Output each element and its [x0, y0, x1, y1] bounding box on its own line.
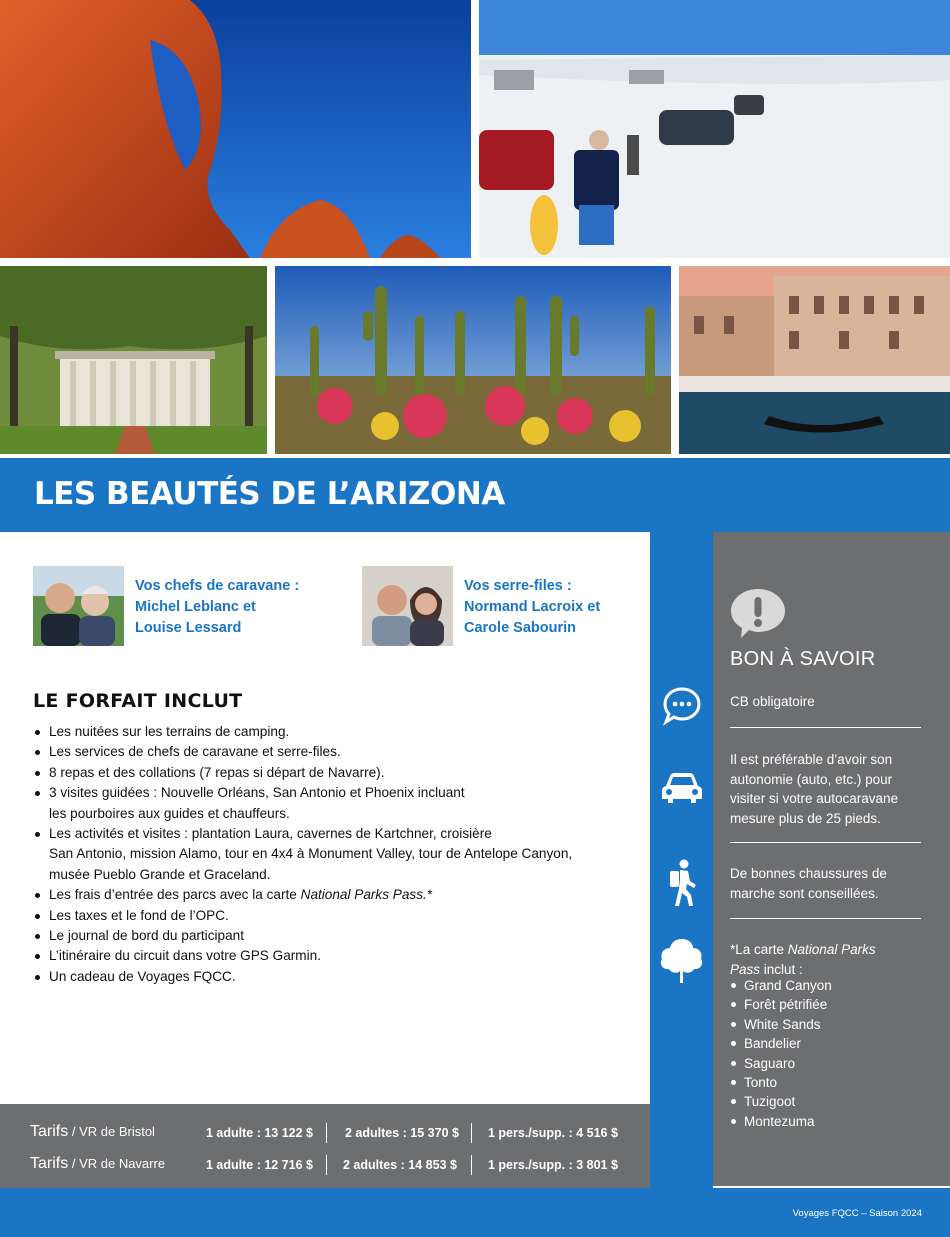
- list-item: Les services de chefs de caravane et serre-files.: [33, 742, 633, 762]
- tarif-separator: [326, 1155, 327, 1175]
- forfait-title: LE FORFAIT INCLUT: [33, 690, 243, 712]
- list-item: Les nuitées sur les terrains de camping.: [33, 722, 633, 742]
- photo-white-sands: [479, 0, 950, 258]
- note-autonomie: Il est préférable d’avoir son autonomie (auto, etc.) pour visiter si votre autocaravane mesure plus de 25 pieds.: [730, 752, 899, 826]
- list-item: White Sands: [730, 1015, 832, 1034]
- tarif-separator: [471, 1155, 472, 1175]
- tarif-separator: [471, 1123, 472, 1143]
- list-item: 8 repas et des collations (7 repas si départ de Navarre).: [33, 763, 633, 783]
- tarif-adult1: 1 adulte : 12 716 $: [206, 1158, 314, 1172]
- forfait-list: [33, 722, 633, 987]
- serre-files-label: [464, 576, 600, 639]
- page-title: LES BEAUTÉS DE L’ARIZONA: [34, 476, 505, 512]
- list-item: Tonto: [730, 1073, 832, 1092]
- divider: [730, 842, 921, 843]
- photo-venetian-gondola: [679, 266, 950, 454]
- tarif-label: [30, 1155, 165, 1173]
- parks-list: [730, 976, 832, 1131]
- title-banner: [0, 458, 950, 532]
- tarif-adult1: 1 adulte : 13 122 $: [206, 1126, 314, 1140]
- chefs-photo: [33, 566, 124, 646]
- list-item-line: 3 visites guidées : Nouvelle Orléans, San Antonio et Phoenix incluant: [49, 785, 465, 801]
- tarif-supp: 1 pers./supp. : 4 516 $: [488, 1126, 618, 1140]
- tarif-row-navarre: [0, 1151, 650, 1181]
- note-parks-suffix: inclut :: [760, 961, 803, 977]
- bon-a-savoir-title: BON À SAVOIR: [730, 648, 876, 670]
- list-item: Bandelier: [730, 1034, 832, 1053]
- tarif-label: [30, 1123, 155, 1141]
- serre-files-line1: Vos serre-files :: [464, 578, 572, 594]
- bon-a-savoir-panel: [713, 532, 950, 1186]
- serre-files-line2: Normand Lacroix et: [464, 599, 601, 615]
- chefs-line2: Michel Leblanc et: [135, 599, 256, 615]
- serre-files-photo: [362, 566, 453, 646]
- tarif-label-sub: / VR de Navarre: [68, 1156, 166, 1171]
- exclamation-bubble-icon: [729, 587, 787, 639]
- list-item: Tuzigoot: [730, 1092, 832, 1111]
- divider: [730, 727, 921, 728]
- photo-delicate-arch: [0, 0, 471, 258]
- list-item: Un cadeau de Voyages FQCC.: [33, 967, 633, 987]
- note-chaussures: De bonnes chaussures de marche sont conseillées.: [730, 866, 887, 901]
- chefs-caravane: [33, 566, 299, 646]
- list-item: [33, 885, 633, 905]
- tarif-label-sub: / VR de Bristol: [68, 1124, 155, 1139]
- chefs-line1: Vos chefs de caravane :: [135, 578, 300, 594]
- list-item: Saguaro: [730, 1054, 832, 1073]
- note-cb: CB obligatoire: [730, 694, 815, 709]
- tarifs-box: [0, 1104, 650, 1188]
- footer-text: Voyages FQCC – Saison 2024: [792, 1208, 922, 1219]
- note-parks-pass: [730, 940, 900, 979]
- chat-bubble-icon: [662, 686, 702, 726]
- tarif-separator: [326, 1123, 327, 1143]
- list-item: L’itinéraire du circuit dans votre GPS Garmin.: [33, 946, 633, 966]
- serre-files: [362, 566, 600, 646]
- list-item-line: Les activités et visites : plantation Laura, cavernes de Kartchner, croisière: [49, 826, 492, 842]
- car-icon: [660, 770, 704, 806]
- chefs-line3: Louise Lessard: [135, 620, 242, 636]
- list-item-line: les pourboires aux guides et chauffeurs.: [49, 805, 290, 821]
- list-item: [33, 824, 633, 885]
- list-item: Grand Canyon: [730, 976, 832, 995]
- icon-strip: [650, 532, 713, 1188]
- list-item-line: musée Pueblo Grande et Graceland.: [49, 866, 271, 882]
- list-item-line: San Antonio, mission Alamo, tour en 4x4 à Monument Valley, tour de Antelope Canyon,: [49, 846, 573, 862]
- tarif-adult2: 2 adultes : 15 370 $: [345, 1126, 459, 1140]
- list-item-italic: National Parks Pass.*: [300, 887, 433, 903]
- note-parks-italic: National Parks Pass: [730, 942, 876, 977]
- tarif-label-main: Tarifs: [30, 1155, 69, 1172]
- hiker-icon: [666, 859, 698, 907]
- divider: [730, 918, 921, 919]
- photo-oak-alley-plantation: [0, 266, 267, 454]
- photo-saguaro-cactus: [275, 266, 671, 454]
- list-item: Les taxes et le fond de l’OPC.: [33, 906, 633, 926]
- list-item: Montezuma: [730, 1112, 832, 1131]
- tarif-label-main: Tarifs: [30, 1123, 69, 1140]
- list-item: Forêt pétrifiée: [730, 995, 832, 1014]
- note-parks-prefix: *La carte: [730, 942, 788, 957]
- serre-files-line3: Carole Sabourin: [464, 620, 576, 636]
- tarif-supp: 1 pers./supp. : 3 801 $: [488, 1158, 618, 1172]
- list-item-text: Les frais d’entrée des parcs avec la carte: [49, 887, 301, 903]
- tarif-adult2: 2 adultes : 14 853 $: [343, 1158, 457, 1172]
- list-item: [33, 783, 633, 824]
- chefs-label: [135, 576, 299, 639]
- list-item: Le journal de bord du participant: [33, 926, 633, 946]
- tree-icon: [659, 937, 705, 985]
- tarif-row-bristol: [0, 1119, 650, 1149]
